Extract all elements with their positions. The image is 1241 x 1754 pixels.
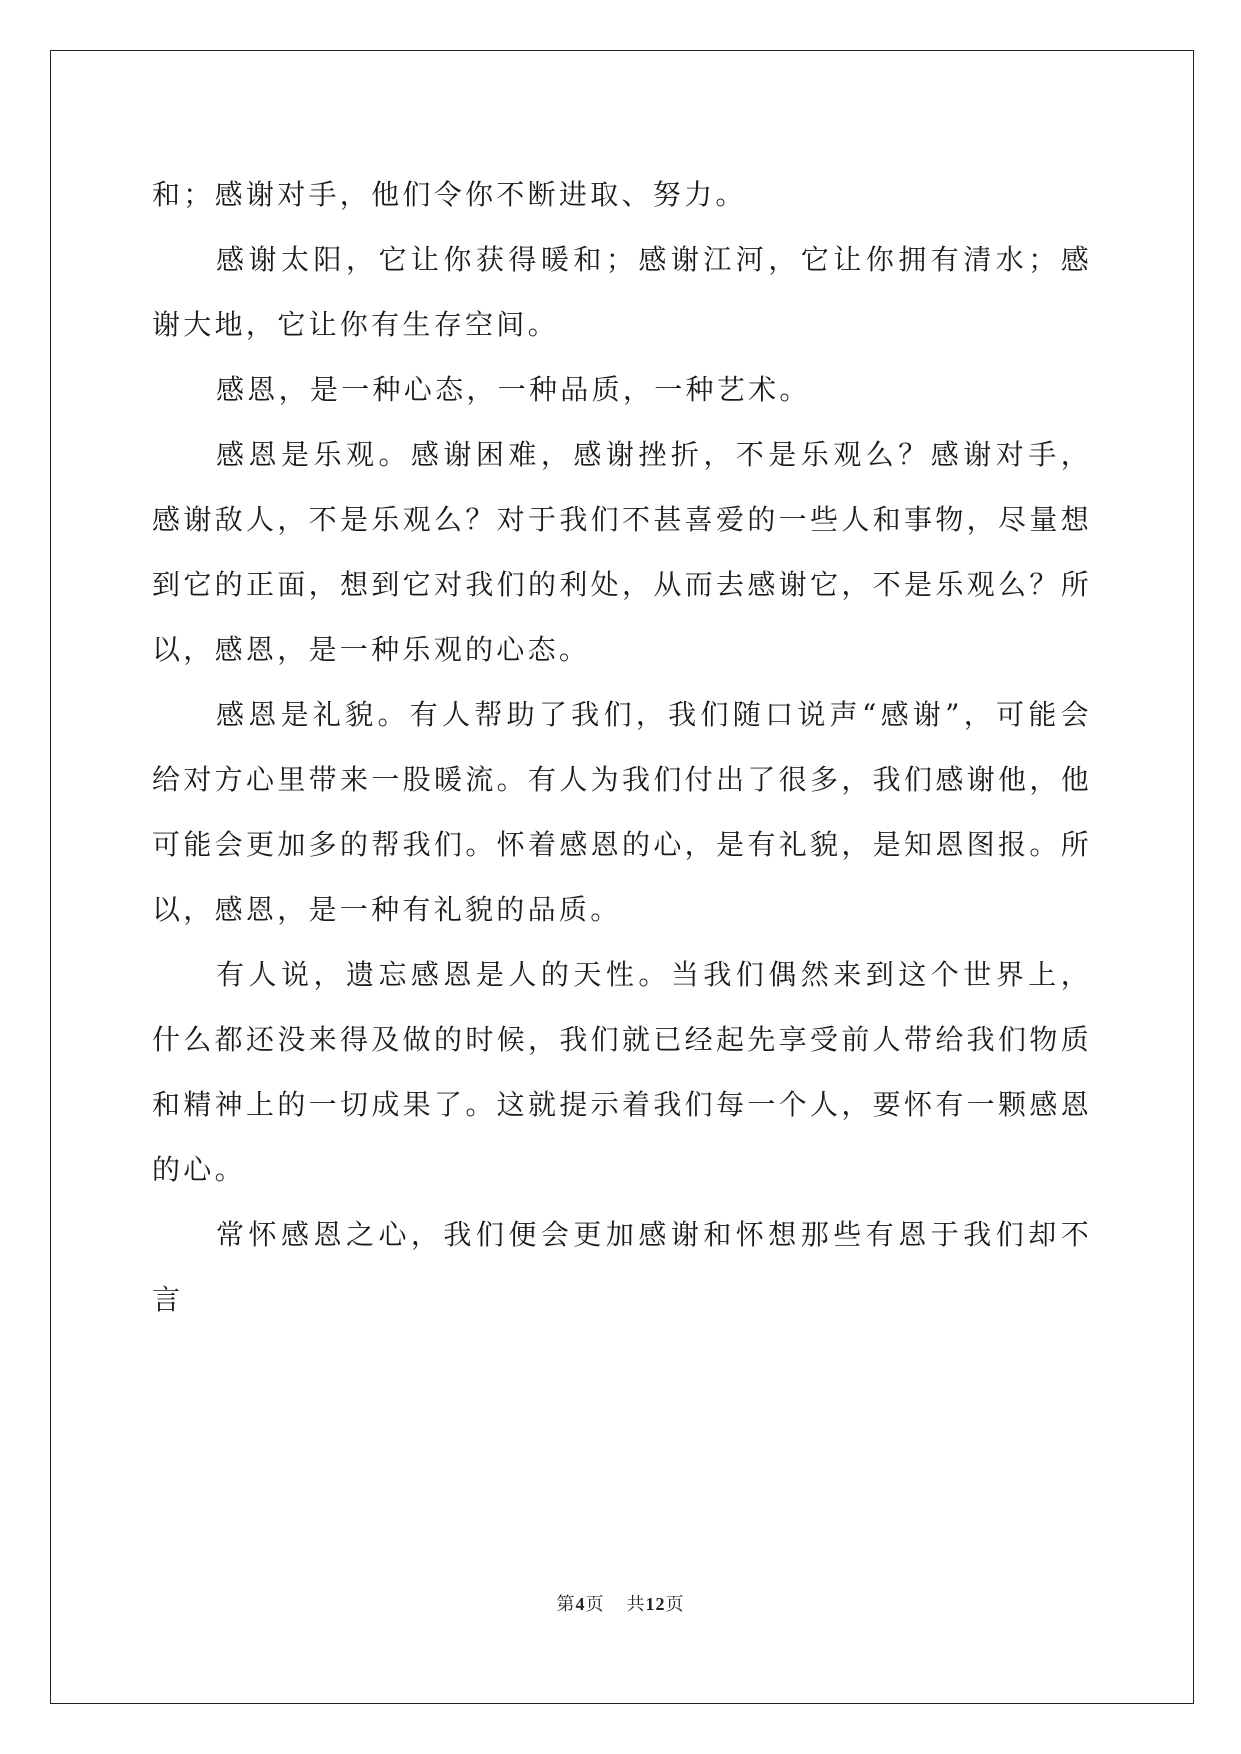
document-body bbox=[152, 162, 1092, 1332]
paragraph-7: 常怀感恩之心，我们便会更加感谢和怀想那些有恩于我们却不言 bbox=[152, 1218, 1092, 1316]
footer-page-suffix: 页 bbox=[585, 1594, 605, 1614]
footer-prefix: 第 bbox=[556, 1594, 576, 1614]
paragraph-1: 和；感谢对手，他们令你不断进取、努力。 bbox=[152, 178, 747, 211]
page-number-footer bbox=[0, 1590, 1241, 1616]
paragraph-5: 感恩是礼貌。有人帮助了我们，我们随口说声“感谢”，可能会给对方心里带来一股暖流。有人为我们付出了很多，我们感谢他，他可能会更加多的帮我们。怀着感恩的心，是有礼貌，是知恩图报。所以，感恩，是一种有礼貌的品质。 bbox=[152, 698, 1092, 926]
paragraph-3: 感恩，是一种心态，一种品质，一种艺术。 bbox=[216, 373, 811, 406]
footer-total-suffix: 页 bbox=[665, 1594, 685, 1614]
footer-total-pages: 12 bbox=[645, 1594, 666, 1614]
footer-current-page: 4 bbox=[575, 1594, 586, 1614]
footer-total-prefix: 共 bbox=[626, 1594, 646, 1614]
paragraph-2: 感谢太阳，它让你获得暖和；感谢江河，它让你拥有清水；感谢大地，它让你有生存空间。 bbox=[152, 243, 1092, 341]
paragraph-4: 感恩是乐观。感谢困难，感谢挫折，不是乐观么？感谢对手，感谢敌人，不是乐观么？对于我们不甚喜爱的一些人和事物，尽量想到它的正面，想到它对我们的利处，从而去感谢它，不是乐观么？所以，感恩，是一种乐观的心态。 bbox=[152, 438, 1092, 666]
paragraph-6: 有人说，遗忘感恩是人的天性。当我们偶然来到这个世界上，什么都还没来得及做的时候，我们就已经起先享受前人带给我们物质和精神上的一切成果了。这就提示着我们每一个人，要怀有一颗感恩的心。 bbox=[152, 958, 1092, 1186]
